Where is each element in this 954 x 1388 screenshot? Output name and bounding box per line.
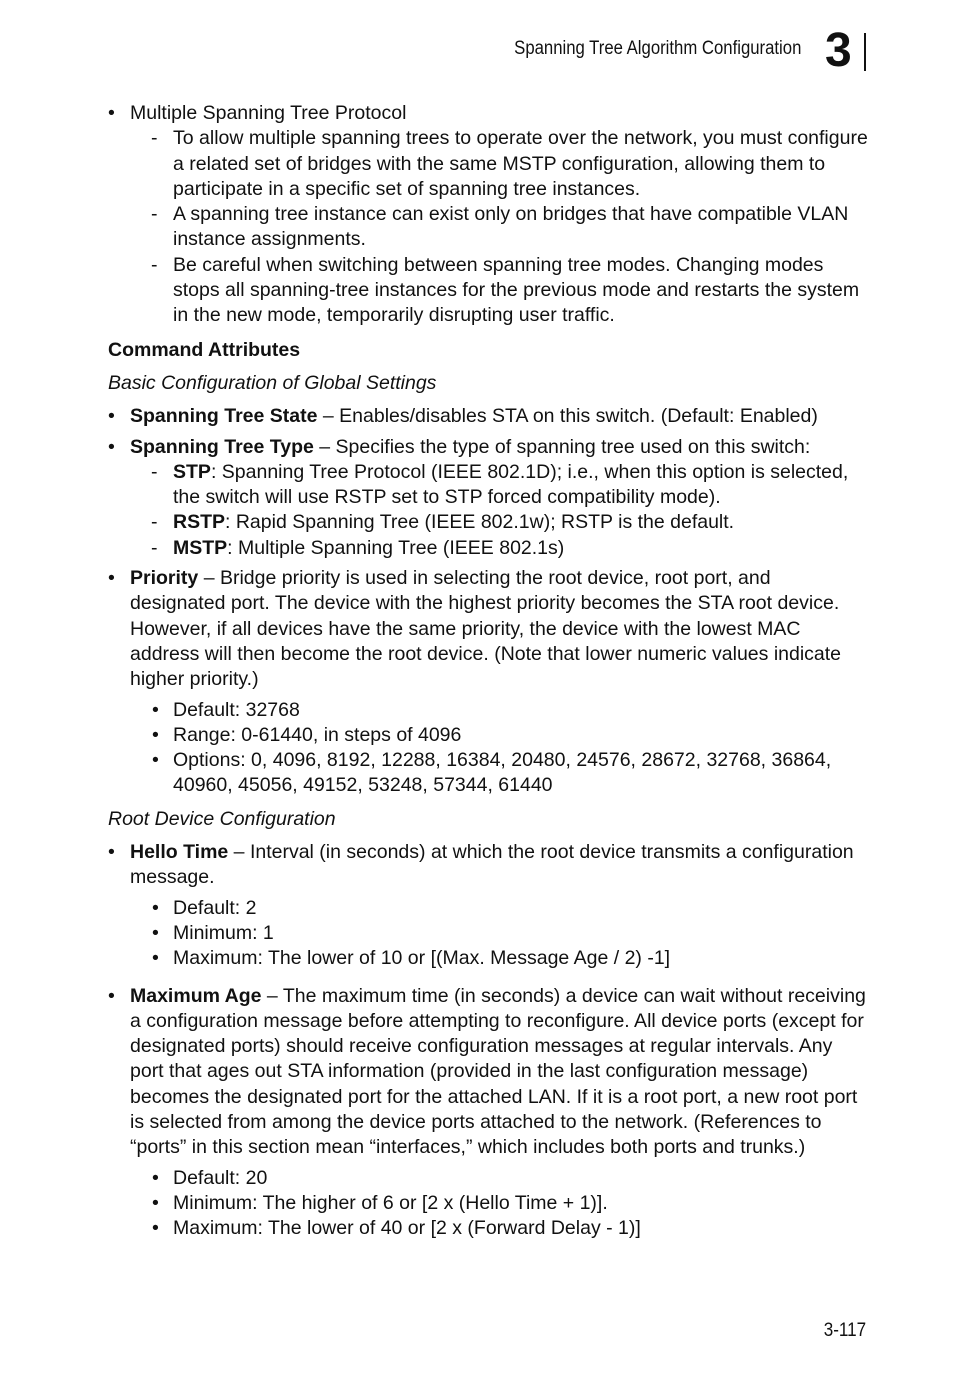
page-body — [108, 101, 868, 1246]
attr-term: Spanning Tree State — [130, 405, 318, 428]
attr-desc: – Interval (in seconds) at which the root device transmits a configuration message. — [130, 841, 854, 889]
mstp-label: Multiple Spanning Tree Protocol — [130, 102, 407, 124]
attr-term: Maximum Age — [130, 984, 262, 1007]
chapter-divider — [864, 33, 866, 71]
detail-item: • Maximum: The lower of 10 or [(Max. Message Age / 2) -1] — [130, 946, 868, 971]
type-options — [130, 460, 868, 561]
running-header: Spanning Tree Algorithm Configuration — [513, 38, 801, 59]
option-term: STP — [173, 460, 211, 483]
priority-details — [130, 698, 868, 799]
option-term: RSTP — [173, 511, 226, 534]
section-heading: Command Attributes — [108, 338, 301, 361]
attr-spanning-tree-type — [108, 435, 868, 561]
attr-term: Priority — [130, 567, 199, 590]
mstp-notes — [108, 126, 868, 328]
attr-desc: – The maximum time (in seconds) a device can wait without receiving a configuration message before attempting to reconfigure. All device ports (except for designated ports) should receive configuration messages at regular intervals. Any port that ages out STA information (provided in the last configuration message) becomes the designated port for the attached LAN. If it is a root port, a new root port is selected from among the device ports attached to the network. (References to “ports” in this section mean “interfaces,” which includes both ports and trunks.) — [130, 984, 866, 1159]
mstp-item — [108, 101, 868, 329]
option-desc: : Spanning Tree Protocol (IEEE 802.1D); i.e., when this option is selected, the switch will use RSTP set to STP forced compatibility mode). — [173, 460, 849, 509]
mstp-note: - A spanning tree instance can exist only on bridges that have compatible VLAN instance assignments. — [130, 202, 868, 253]
mstp-note: - Be careful when switching between spanning tree modes. Changing modes stops all spanning-tree instances for the previous mode and restarts the system in the new mode, temporarily disrupting user traffic. — [130, 253, 868, 329]
detail-item: • Default: 2 — [130, 896, 868, 921]
detail-item: • Range: 0-61440, in steps of 4096 — [130, 723, 868, 748]
attr-desc: – Specifies the type of spanning tree used on this switch: — [313, 435, 811, 458]
page-number: 3-117 — [823, 1320, 866, 1341]
detail-item: • Maximum: The lower of 40 or [2 x (Forward Delay - 1)] — [130, 1216, 868, 1241]
type-option — [130, 536, 868, 561]
subsection-heading-basic: Basic Configuration of Global Settings — [108, 371, 437, 394]
attr-spanning-tree-state — [108, 404, 868, 429]
hello-details — [130, 896, 868, 972]
mstp-note: - To allow multiple spanning trees to operate over the network, you must configure a related set of bridges with the same MSTP configuration, allowing them to participate in a specific set of spanning tree instances. — [130, 126, 868, 202]
detail-item: • Default: 32768 — [130, 698, 868, 723]
attr-hello-time — [108, 840, 868, 971]
basic-settings-list — [108, 404, 868, 798]
detail-item: • Default: 20 — [130, 1166, 868, 1191]
type-option — [130, 460, 868, 511]
attr-desc: – Enables/disables STA on this switch. (Default: Enabled) — [317, 405, 818, 428]
type-option — [130, 510, 868, 535]
subsection-heading-root: Root Device Configuration — [108, 807, 336, 830]
detail-item: • Minimum: 1 — [130, 921, 868, 946]
detail-item: • Options: 0, 4096, 8192, 12288, 16384, 20480, 24576, 28672, 32768, 36864, 40960, 45056, 49152, 53248, 57344, 61440 — [130, 748, 868, 799]
chapter-number: 3 — [825, 24, 851, 77]
attr-term: Hello Time — [130, 841, 229, 864]
max-age-details — [130, 1166, 868, 1242]
option-desc: : Rapid Spanning Tree (IEEE 802.1w); RSTP is the default. — [225, 511, 735, 534]
attr-desc: – Bridge priority is used in selecting the root device, root port, and designated port. The device with the highest priority becomes the STA root device. However, if all devices have the same priority, the device with the lowest MAC address will then become the root device. (Note that lower numeric values indicate higher priority.) — [130, 567, 842, 691]
attr-maximum-age — [108, 984, 868, 1242]
detail-item: • Minimum: The higher of 6 or [2 x (Hello Time + 1)]. — [130, 1191, 868, 1216]
attr-priority — [108, 566, 868, 799]
attr-term: Spanning Tree Type — [130, 435, 314, 458]
mstp-list — [108, 101, 868, 329]
option-term: MSTP — [173, 536, 228, 559]
option-desc: : Multiple Spanning Tree (IEEE 802.1s) — [227, 536, 565, 559]
root-settings-list — [108, 840, 868, 1241]
